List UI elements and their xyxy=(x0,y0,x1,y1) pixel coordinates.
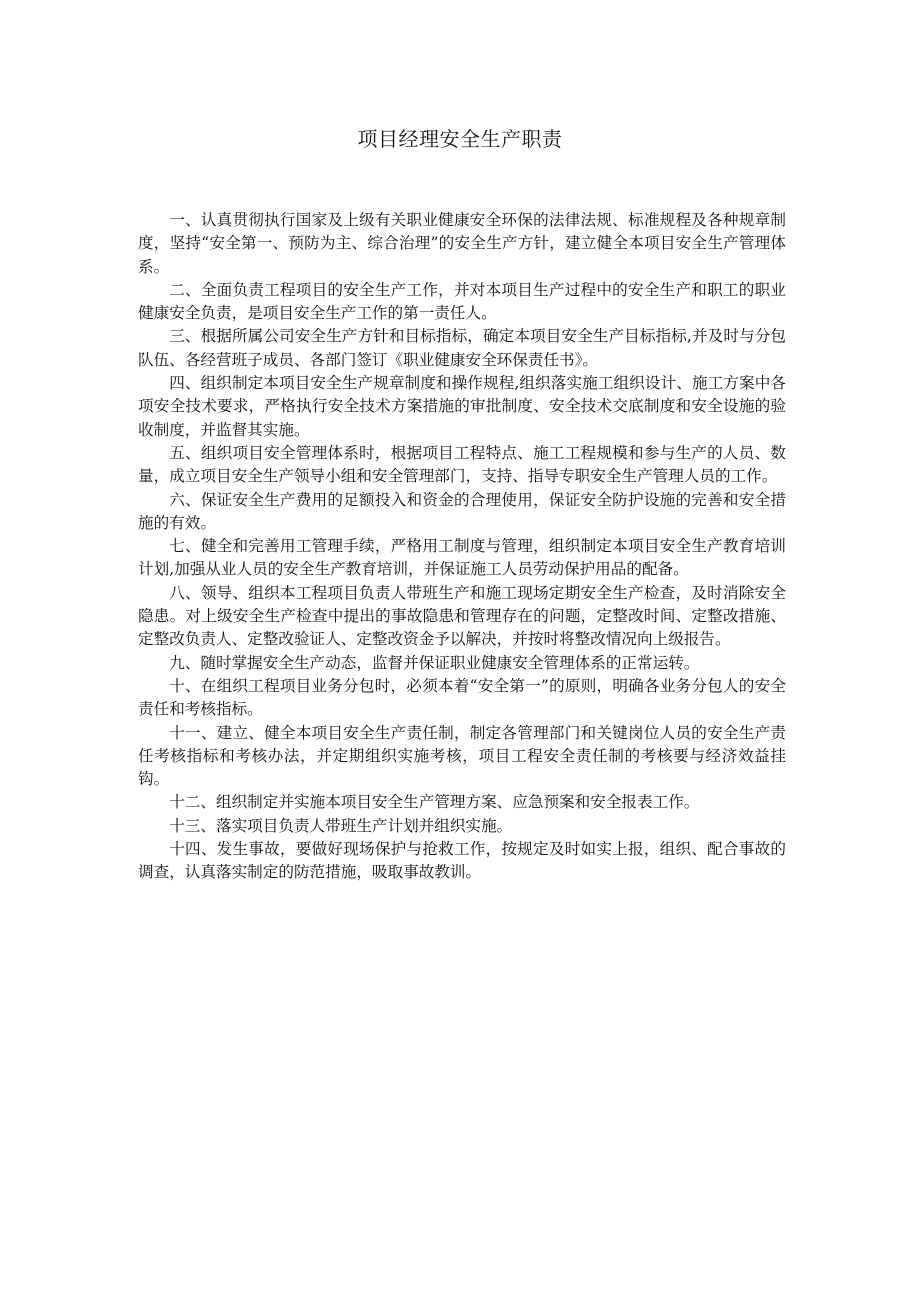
paragraph-12: 十二、组织制定并实施本项目安全生产管理方案、应急预案和安全报表工作。 xyxy=(169,793,700,812)
paragraph-1: 一、认真贯彻执行国家及上级有关职业健康安全环保的法律法规、标准规程及各种规章制度，坚持“安全第一、预防为主、综合治理”的安全生产方针，建立健全本项目安全生产管理体系。 xyxy=(138,211,786,276)
paragraph-3: 三、根据所属公司安全生产方针和目标指标，确定本项目安全生产目标指标,并及时与分包队伍、各经营班子成员、各部门签订《职业健康安全环保责任书》。 xyxy=(138,327,786,369)
paragraph-14: 十四、发生事故，要做好现场保护与抢救工作，按规定及时如实上报，组织、配合事故的调查，认真落实制定的防范措施，吸取事故教训。 xyxy=(138,840,786,882)
paragraph-6: 六、保证安全生产费用的足额投入和资金的合理使用，保证安全防护设施的完善和安全措施的有效。 xyxy=(138,490,786,532)
paragraph-4: 四、组织制定本项目安全生产规章制度和操作规程,组织落实施工组织设计、施工方案中各项安全技术要求，严格执行安全技术方案措施的审批制度、安全技术交底制度和安全设施的验收制度，并监督其实施。 xyxy=(138,374,786,439)
paragraph-13: 十三、落实项目负责人带班生产计划并组织实施。 xyxy=(169,816,513,835)
paragraph-2: 二、全面负责工程项目的安全生产工作，并对本项目生产过程中的安全生产和职工的职业健康安全负责，是项目安全生产工作的第一责任人。 xyxy=(138,280,786,323)
paragraph-9: 九、随时掌握安全生产动态，监督并保证职业健康安全管理体系的正常运转。 xyxy=(169,653,700,672)
paragraph-7: 七、健全和完善用工管理手续，严格用工制度与管理，组织制定本项目安全生产教育培训计划,加强从业人员的安全生产教育培训，并保证施工人员劳动保护用品的配备。 xyxy=(138,537,786,579)
document-body xyxy=(138,209,786,885)
paragraph-10: 十、在组织工程项目业务分包时，必须本着“安全第一”的原则，明确各业务分包人的安全责任和考核指标。 xyxy=(138,676,786,719)
paragraph-5: 五、组织项目安全管理体系时，根据项目工程特点、施工工程规模和参与生产的人员、数量，成立项目安全生产领导小组和安全管理部门，支持、指导专职安全生产管理人员的工作。 xyxy=(138,443,786,486)
paragraph-11: 十一、建立、健全本项目安全生产责任制，制定各管理部门和关键岗位人员的安全生产责任考核指标和考核办法，并定期组织实施考核，项目工程安全责任制的考核要与经济效益挂钩。 xyxy=(138,723,786,789)
document-title: 项目经理安全生产职责 xyxy=(357,127,563,151)
paragraph-8: 八、领导、组织本工程项目负责人带班生产和施工现场定期安全生产检查，及时消除安全隐患。对上级安全生产检查中提出的事故隐患和管理存在的问题，定整改时间、定整改措施、定整改负责人、定整改验证人、定整改资金予以解决，并按时将整改情况向上级报告。 xyxy=(138,583,786,649)
